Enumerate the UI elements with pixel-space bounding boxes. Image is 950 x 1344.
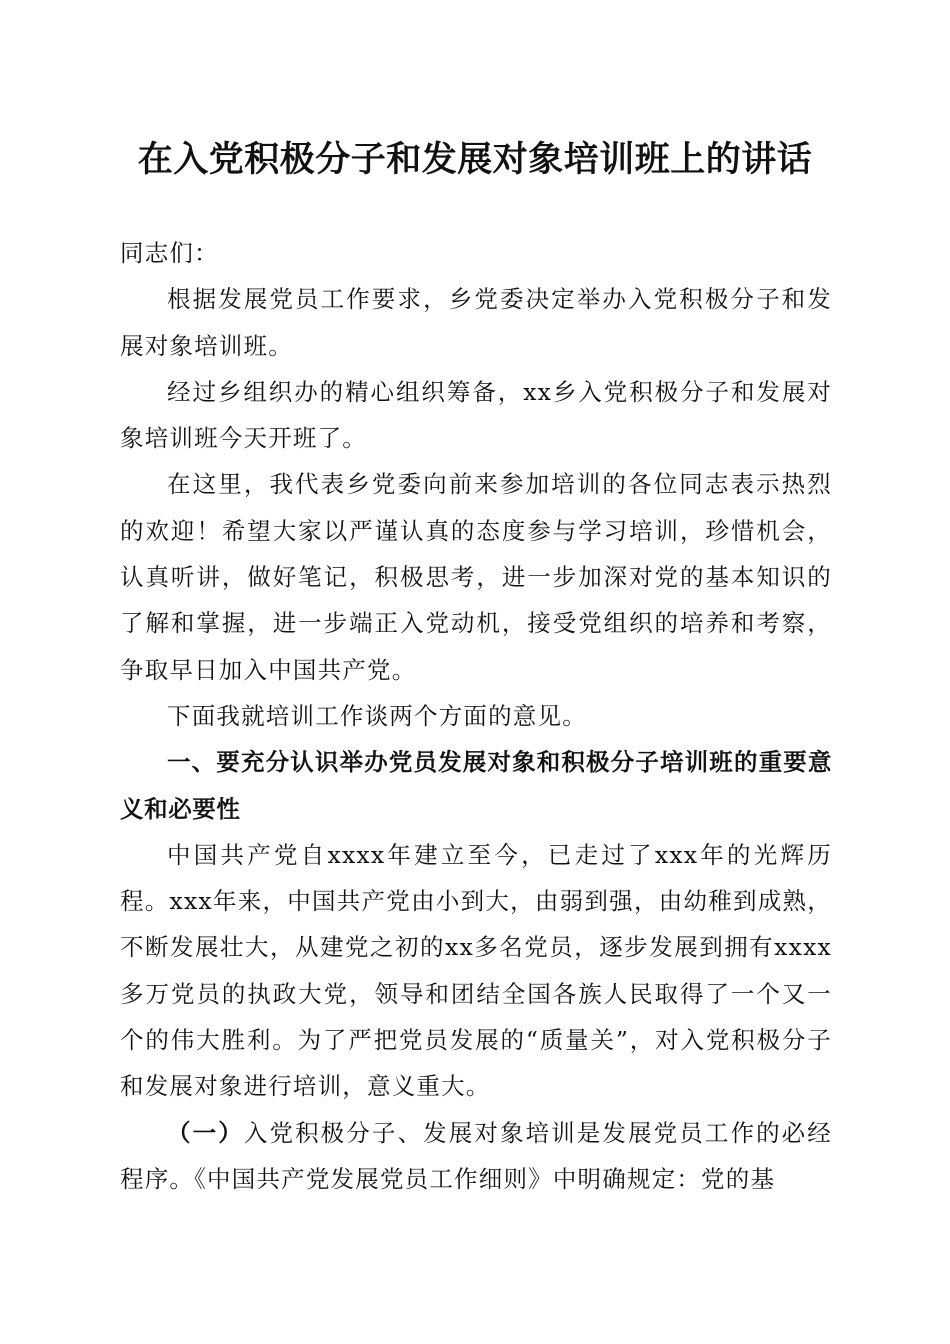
section-paragraph: 中国共产党自xxxx年建立至今，已走过了xxx年的光辉历程。xxx年来，中国共产党由小到大，由弱到强，由幼稚到成熟，不断发展壮大，从建党之初的xx多名党员，逐步发展到拥有xxxx多万党员的执政大党，领导和团结全国各族人民取得了一个又一个的伟大胜利。为了严把党员发展的“质量关”，对入党积极分子和发展对象进行培训，意义重大。 (120, 840, 832, 1101)
document-body (120, 230, 832, 1202)
paragraph: 在这里，我代表乡党委向前来参加培训的各位同志表示热烈的欢迎！希望大家以严谨认真的态度参与学习培训，珍惜机会，认真听讲，做好笔记，积极思考，进一步加深对党的基本知识的了解和掌握，进一步端正入党动机，接受党组织的培养和考察，争取早日加入中国共产党。 (120, 470, 832, 684)
paragraph: 下面我就培训工作谈两个方面的意见。 (167, 701, 587, 730)
subsection-label: （一） (167, 1118, 244, 1147)
section-heading: 一、要充分认识举办党员发展对象和积极分子培训班的重要意义和必要性 (120, 748, 832, 823)
document-title: 在入党积极分子和发展对象培训班上的讲话 (137, 140, 813, 180)
subsection-paragraph (120, 1110, 832, 1203)
subsection-text: 入党积极分子、发展对象培训是发展党员工作的必经程序。《中国共产党发展党员工作细则》中明确规定：党的基 (120, 1118, 832, 1193)
paragraph: 经过乡组织办的精心组织筹备，xx乡入党积极分子和发展对象培训班今天开班了。 (120, 377, 832, 453)
salutation: 同志们： (120, 239, 219, 267)
paragraph: 根据发展党员工作要求，乡党委决定举办入党积极分子和发展对象培训班。 (120, 285, 832, 360)
